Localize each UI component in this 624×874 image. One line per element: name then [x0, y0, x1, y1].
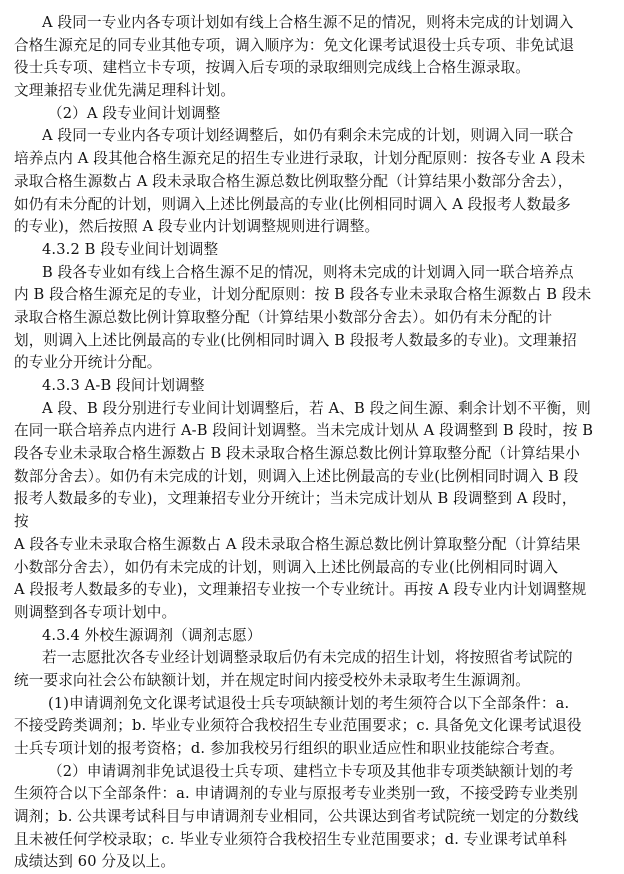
section-heading: 4.3.3 A-B 段间计划调整	[42, 377, 205, 394]
paragraph-line: 统一要求向社会公布缺额计划，并在规定时间内接受校外未录取考生生源调剂。	[14, 671, 531, 689]
paragraph-line: 按	[14, 513, 29, 531]
paragraph-line: 的专业分开统计分配。	[14, 354, 162, 372]
paragraph-line: 若一志愿批次各专业经计划调整录取后仍有未完成的招生计划，将按照省考试院的	[42, 649, 573, 667]
paragraph-line: 录取合格生源总数比例计算取整分配（计算结果小数部分舍去）。如仍有未分配的计	[14, 308, 553, 326]
paragraph-line: A 段同一专业内各专项计划如有线上合格生源不足的情况，则将未完成的计划调入	[42, 14, 574, 31]
paragraph-line: A 段同一专业内各专项计划经调整后，如仍有剩余未完成的计划，则调入同一联合	[42, 127, 574, 145]
paragraph-line: 役士兵专项、建档立卡专项，按调入后专项的录取细则完成线上合格生源录取。	[14, 59, 531, 77]
paragraph-line: 调剂；b. 公共课考试科目与申请调剂专业相同，公共课达到省考试院统一划定的分数线	[14, 808, 579, 826]
paragraph-line: A 段报考人数最多的专业)，文理兼招专业按一个专业统计。再按 A 段专业内计划调整规	[14, 581, 587, 599]
section-heading: 4.3.2 B 段专业间计划调整	[42, 240, 219, 258]
paragraph-line: 文理兼招专业优先满足理科计划。	[14, 82, 236, 100]
paragraph-line: 录取合格生源数占 A 段未录取合格生源总数比例取整分配（计算结果小数部分舍去），	[14, 172, 573, 190]
paragraph-line: (1)申请调剂免文化课考试退役士兵专项缺额计划的考生须符合以下全部条件：a.	[48, 694, 570, 712]
section-heading: （2）A 段专业间计划调整	[48, 104, 221, 122]
paragraph-line: 段各专业未录取合格生源数占 B 段未录取合格生源总数比例计算取整分配（计算结果小	[14, 445, 580, 463]
paragraph-line: 在同一联合培养点内进行 A-B 段间计划调整。当未完成计划从 A 段调整到 B 段时，按 B	[14, 422, 594, 440]
paragraph-line: 报考人数最多的专业)，文理兼招专业分开统计；当未完成计划从 B 段调整到 A 段时，	[14, 490, 577, 508]
paragraph-line: （2）申请调剂非免试退役士兵专项、建档立卡专项及其他非专项类缺额计划的考	[48, 762, 574, 780]
paragraph-line: 小数部分舍去），如仍有未完成的计划，则调入上述比例最高的专业(比例相同时调入	[14, 558, 559, 576]
paragraph-line: A 段各专业未录取合格生源数占 A 段未录取合格生源总数比例计算取整分配（计算结果	[14, 535, 581, 553]
paragraph-line: B 段各专业如有线上合格生源不足的情况，则将未完成的计划调入同一联合培养点	[42, 263, 574, 281]
paragraph-line: 不接受跨类调剂；b. 毕业专业须符合我校招生专业范围要求；c. 具备免文化课考试退役	[14, 717, 582, 735]
paragraph-line: 划，则调入上述比例最高的专业(比例相同时调入 B 段报考人数最多的专业)。文理兼招	[14, 331, 577, 349]
paragraph-line: 如仍有未分配的计划，则调入上述比例最高的专业(比例相同时调入 A 段报考人数最多	[14, 195, 571, 213]
paragraph-line: 合格生源充足的同专业其他专项，调入顺序为：免文化课考试退役士兵专项、非免试退	[14, 36, 575, 54]
paragraph-line: 数部分舍去）。如仍有未完成的计划，则调入上述比例最高的专业(比例相同时调入 B 段	[14, 467, 579, 485]
paragraph-line: A 段、B 段分别进行专业间计划调整后，若 A、B 段之间生源、剩余计划不平衡，则	[42, 399, 591, 417]
paragraph-line: 士兵专项计划的报考资格；d. 参加我校另行组织的职业适应性和职业技能综合考查。	[14, 740, 564, 757]
paragraph-line: 的专业)，然后按照 A 段专业内计划调整规则进行调整。	[14, 218, 380, 236]
paragraph-line: 内 B 段合格生源充足的专业，计划分配原则：按 B 段各专业未录取合格生源数占 B 段未	[14, 286, 592, 304]
paragraph-line: 培养点内 A 段其他合格生源充足的招生专业进行录取，计划分配原则：按各专业 A 段未	[14, 150, 586, 168]
paragraph-line: 则调整到各专项计划中。	[14, 603, 177, 621]
section-heading: 4.3.4 外校生源调剂（调剂志愿）	[42, 626, 262, 644]
paragraph-line: 且未被任何学校录取；c. 毕业专业须符合我校招生专业范围要求；d. 专业课考试单科	[14, 830, 568, 848]
paragraph-line: 成绩达到 60 分及以上。	[14, 853, 176, 871]
paragraph-line: 生须符合以下全部条件：a. 申请调剂的专业与原报考专业类别一致，不接受跨专业类别	[14, 785, 578, 803]
